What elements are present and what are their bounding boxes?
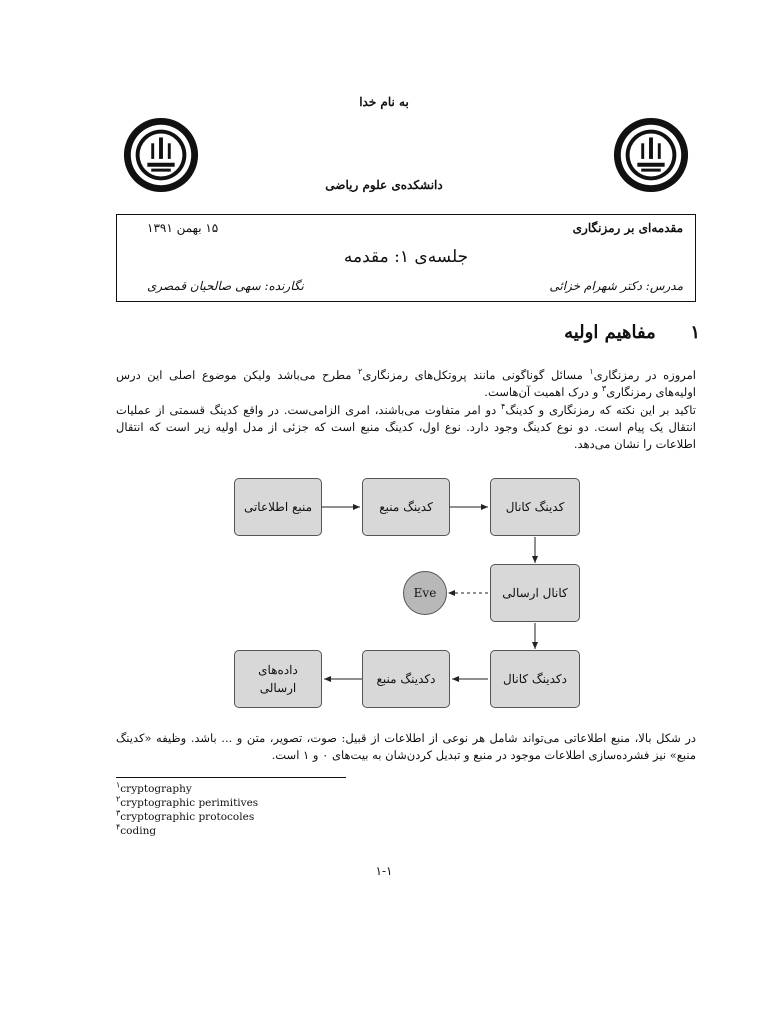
intro-paragraph xyxy=(116,367,696,401)
channel-decoding-node: دکدینگ کانال xyxy=(490,650,580,708)
basmala: به نام خدا xyxy=(359,95,409,109)
diagram-explanation-paragraph: در شکل بالا، منبع اطلاعاتی می‌تواند شامل هر نوعی از اطلاعات از قبیل: صوت، تصویر، متن و ... باشد. وظیفه «کدینگ منبع» نیز فشرده‌سازی اطلاعات موجود در منبع و تبدیل کردن‌شان به بیت‌های ۰ و ۱ است. xyxy=(116,731,696,762)
footnote-mark: ۲ xyxy=(116,794,121,804)
coding-paragraph xyxy=(116,402,696,453)
source-decoding-node: دکدینگ منبع xyxy=(362,650,450,708)
footnote-text: cryptography xyxy=(120,783,192,795)
section-number: ۱ xyxy=(690,322,700,343)
footnote-text: cryptographic protocoles xyxy=(120,811,255,823)
channel-coding-node: کدینگ کانال xyxy=(490,478,580,536)
section-heading xyxy=(200,322,700,343)
course-name: مقدمه‌ای بر رمزنگاری xyxy=(572,221,683,235)
lecture-date: ۱۵ بهمن ۱۳۹۱ xyxy=(147,221,219,235)
faculty-name: دانشکده‌ی علوم ریاضی xyxy=(325,178,443,192)
received-data-node: داده‌های ارسالی xyxy=(234,650,322,708)
footnote-3 xyxy=(116,810,416,824)
eve-node: Eve xyxy=(403,571,447,615)
section-title: مفاهیم اولیه xyxy=(564,322,656,343)
footnote-text: cryptographic perimitives xyxy=(120,797,259,809)
footnote-mark: ۳ xyxy=(116,808,121,818)
footnote-mark: ۴ xyxy=(116,822,121,832)
footnote-4 xyxy=(116,824,416,838)
source-coding-node: کدینگ منبع xyxy=(362,478,450,536)
text-span: دو امر متفاوت می‌باشند، امری الزامی‌ست. در واقع کدینگ قسمتی از عملیات انتقال یک پیام است. دو نوع کدینگ وجود دارد. نوع اول، کدینگ منبع است که جزئی از مدل اولیه زیر است که انتقال اطلاعات را نشان می‌دهد. xyxy=(116,403,696,451)
footnote-text: coding xyxy=(120,825,157,837)
text-span: مطرح می‌باشد ولیکن موضوع اصلی این درس اولیه‌های رمزنگاری xyxy=(116,368,696,399)
footnote-ref: ۴ xyxy=(501,402,506,412)
session-title: جلسه‌ی ۱: مقدمه xyxy=(343,247,469,267)
text-span: مسائل گوناگونی مانند پروتکل‌های رمزنگاری xyxy=(362,368,590,382)
footnote-ref: ۳ xyxy=(601,384,607,394)
footnote-ref: ۲ xyxy=(358,367,363,377)
channel-node: کانال ارسالی xyxy=(490,564,580,622)
footnote-1 xyxy=(116,782,416,796)
instructor: مدرس: دکتر شهرام خزائی xyxy=(549,279,683,293)
footnote-mark: ۱ xyxy=(116,780,121,790)
footnote-rule xyxy=(116,777,346,778)
text-span: امروزه در رمزنگاری xyxy=(593,368,696,382)
footnote-ref: ۱ xyxy=(589,367,594,377)
info-source-node: منبع اطلاعاتی xyxy=(234,478,322,536)
text-span: و درک اهمیت آن‌هاست. xyxy=(484,385,602,399)
scribe: نگارنده: سهی صالحیان قمصری xyxy=(147,279,304,293)
lecture-title-box xyxy=(116,214,696,302)
footnote-2 xyxy=(116,796,416,810)
page-number: ۱-۱ xyxy=(375,864,393,878)
university-logo-right xyxy=(612,116,690,194)
footnotes xyxy=(116,782,416,838)
university-logo-left xyxy=(122,116,200,194)
text-span: تاکید بر این نکته که رمزنگاری و کدینگ xyxy=(505,403,696,417)
